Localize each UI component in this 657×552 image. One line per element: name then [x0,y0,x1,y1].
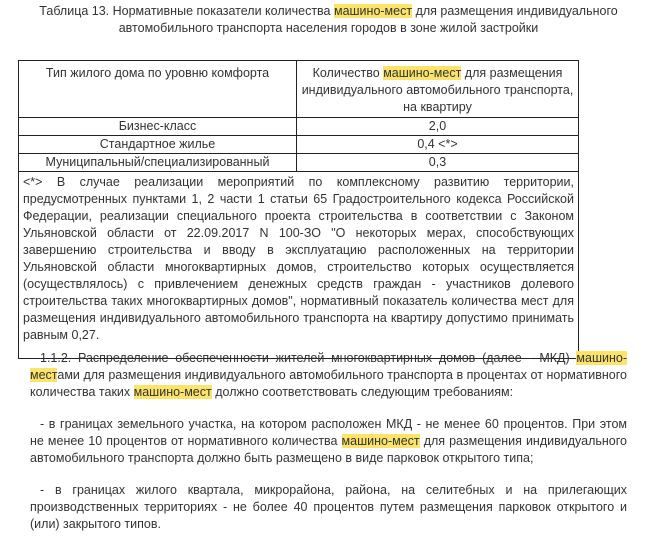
header-parking-count [297,61,579,118]
table-header-row [19,61,579,118]
search-highlight: машино-мест [383,66,462,80]
search-highlight: машино-мест [333,4,413,18]
paragraph-text: 1.1.2. Распределение обеспеченности жителей многоквартирных домов (далее - МКД) [40,351,577,365]
housing-type-cell: Стандартное жилье [19,136,297,154]
housing-type-cell: Бизнес-класс [19,118,297,136]
header-housing-type: Тип жилого дома по уровню комфорта [19,61,297,118]
table-footnote-row [19,172,579,359]
search-highlight: машино-мест [133,385,212,399]
table-row [19,154,579,172]
paragraph-1-1-2 [30,350,627,401]
paragraph-text: - в границах земельного участка, на котором расположен МКД - не менее 60 процентов. При этом не менее 10 процентов от нормативного количества [30,417,627,448]
table-footnote: <*> В случае реализации мероприятий по комплексному развитию территории, предусмотренных пунктами 1, 2 части 1 статьи 65 Градостроительного кодекса Российской Федерации, реализации специального проекта строительства в соответствии с Законом Ульяновской области от 22.09.2017 N 100-ЗО "О некоторых мерах, способствующих завершению строительства и вводу в эксплуатацию расположенных на территории Ульяновской области многоквартирных домов, строительство которых осуществляется (осуществлялось) с привлечением денежных средств граждан - участников долевого строительства таких многоквартирных домов", нормативный показатель количества мест для размещения индивидуального автомобильного транспорта на квартиру допустимо принимать равным 0,27. [19,172,579,359]
parking-value-cell: 0,3 [297,154,579,172]
caption-line-1 [20,3,637,20]
caption-text: Таблица 13. Нормативные показатели количества [39,4,334,18]
caption-text: для размещения индивидуального [412,4,618,18]
search-highlight: машино-мест [341,434,420,448]
header-text: Количество [312,66,384,80]
paragraph-text: ами для размещения индивидуального автомобильного транспорта в процентах от нормативного количества таких [30,368,627,399]
header-text: для размещения индивидуального автомобильного транспорта, на квартиру [301,66,574,114]
norms-table [18,60,579,359]
paragraph-text: должно соответствовать следующим требованиям: [211,385,514,399]
table-row [19,118,579,136]
housing-type-cell: Муниципальный/специализированный [19,154,297,172]
table-row [19,136,579,154]
paragraph-within-plot [30,416,627,467]
search-highlight: машино-мест [30,351,627,382]
parking-value-cell: 0,4 <*> [297,136,579,154]
parking-value-cell: 2,0 [297,118,579,136]
paragraph-text: для размещения индивидуального автомобильного транспорта должно быть размещено в виде парковок открытого типа; [30,434,627,465]
paragraph-within-quarter: - в границах жилого квартала, микрорайона, района, на селитебных и на прилегающих производственных территориях - не более 40 процентов путем размещения парковок открытого и (или) закрытого типов. [30,483,627,531]
table-caption [20,3,637,37]
caption-line-2: автомобильного транспорта населения городов в зоне жилой застройки [118,21,539,35]
